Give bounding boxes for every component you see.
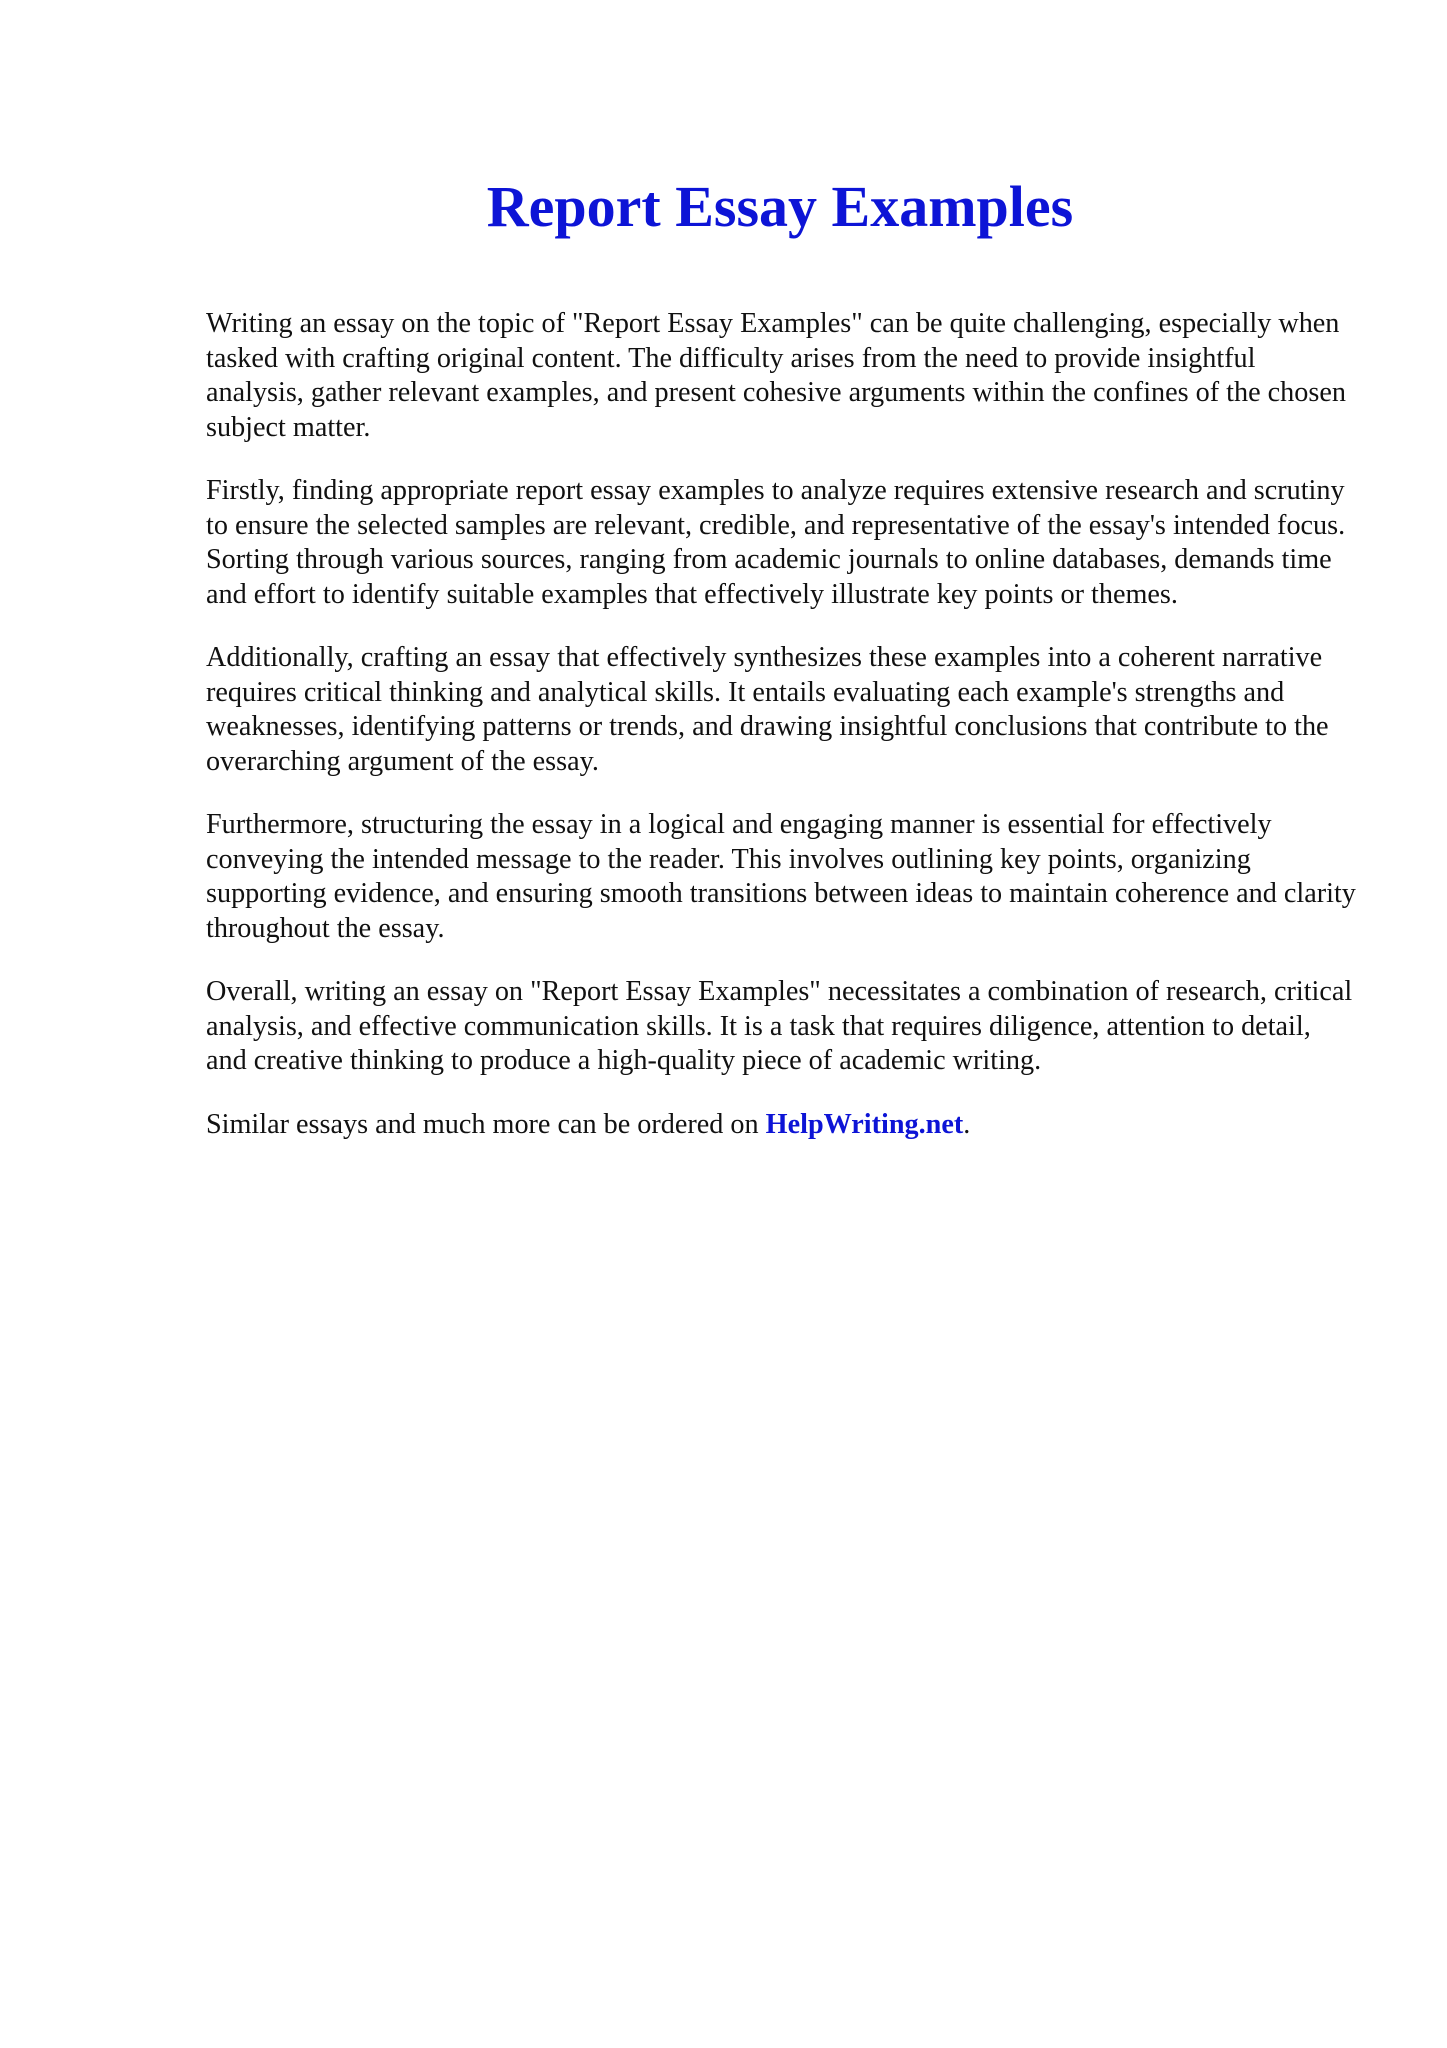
paragraph: Additionally, crafting an essay that effectively synthesizes these examples into a coherent narrative requires critical thinking and analytical skills. It entails evaluating each example's strengths and weaknesses, identifying patterns or trends, and drawing insightful conclusions that contribute to the overarching argument of the essay.: [206, 642, 1329, 777]
helpwriting-link[interactable]: HelpWriting.net: [765, 1108, 964, 1140]
closing-suffix: .: [963, 1108, 971, 1140]
closing-paragraph: [206, 1108, 1356, 1143]
essay-body: [206, 307, 1356, 1171]
paragraph: Writing an essay on the topic of "Report Essay Examples" can be quite challenging, especially when tasked with crafting original content. The difficulty arises from the need to provide insightful analysis, gather relevant examples, and present cohesive arguments within the confines of the chosen subject matter.: [206, 308, 1346, 443]
paragraph: Firstly, finding appropriate report essay examples to analyze requires extensive research and scrutiny to ensure the selected samples are relevant, credible, and representative of the essay's intended focus. Sorting through various sources, ranging from academic journals to online databases, demands time and effort to identify suitable examples that effectively illustrate key points or themes.: [206, 475, 1346, 610]
paragraph: Furthermore, structuring the essay in a logical and engaging manner is essential for effectively conveying the intended message to the reader. This involves outlining key points, organizing supporting evidence, and ensuring smooth transitions between ideas to maintain coherence and clarity throughout the essay.: [206, 809, 1356, 944]
closing-prefix: Similar essays and much more can be ordered on: [206, 1108, 766, 1140]
page-title: Report Essay Examples: [486, 174, 1074, 239]
paragraph: Overall, writing an essay on "Report Essay Examples" necessitates a combination of research, critical analysis, and effective communication skills. It is a task that requires diligence, attention to detail, and creative thinking to produce a high-quality piece of academic writing.: [206, 976, 1353, 1076]
